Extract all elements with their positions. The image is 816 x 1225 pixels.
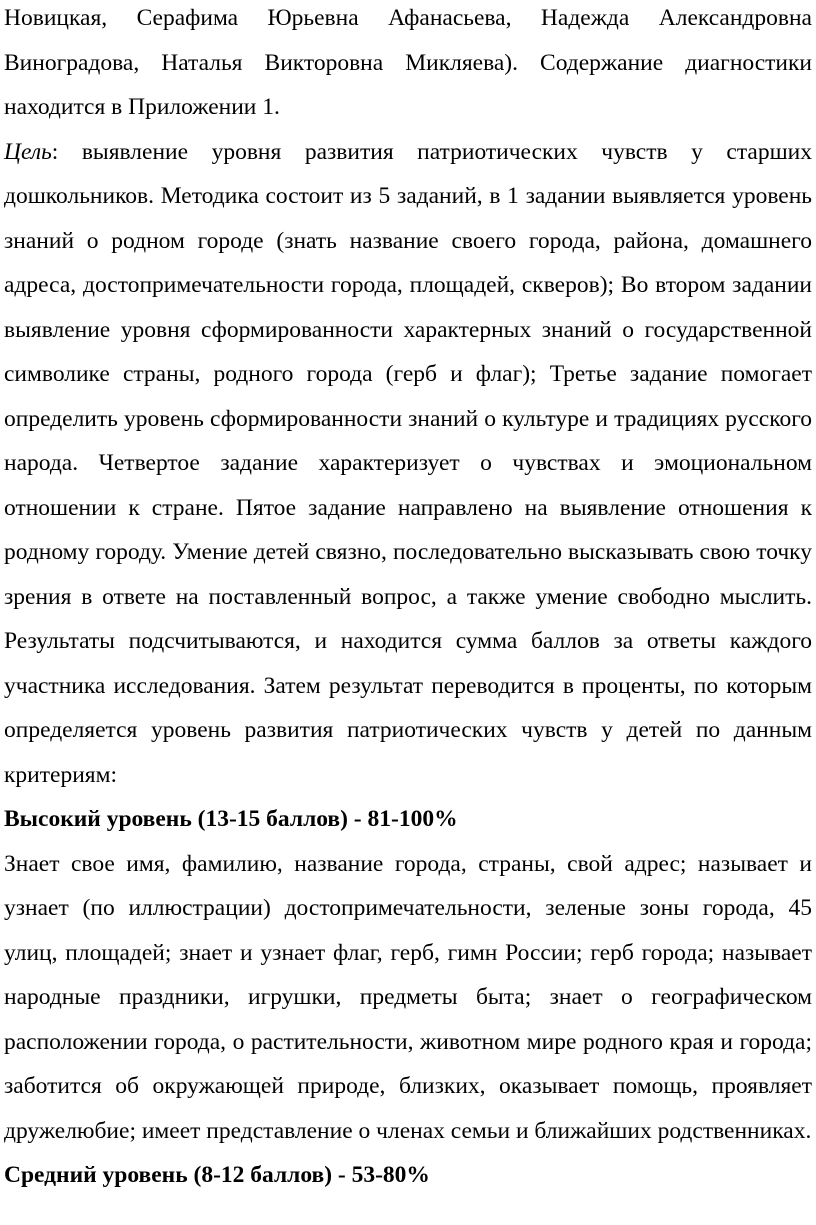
high-level-description: Знает свое имя, фамилию, название города, страны, свой адрес; называет и узнает (по иллюстрации) достопримечательности, зеленые зоны города, 45 улиц, площадей; знает и узнает флаг, герб, гимн России; герб города; называет народные праздники, игрушки, предметы быта; знает о географическом расположении города, о растительности, животном мире родного края и города; заботится об окружающей природе, близких, оказывает помощь, проявляет дружелюбие; имеет представление о членах семьи и ближайших родственниках. bbox=[4, 850, 812, 1144]
intro-paragraph: Новицкая, Серафима Юрьевна Афанасьева, Надежда Александровна Виноградова, Наталья Викторовна Микляева). Содержание диагностики находится в Приложении 1. bbox=[4, 5, 812, 120]
goal-text: : выявление уровня развития патриотических чувств у старших дошкольников. Методика состоит из 5 заданий, в 1 задании выявляется уровень знаний о родном городе (знать название своего города, района, домашнего адреса, достопримечательности города, площадей, скверов); Во втором задании выявление уровня сформированности характерных знаний о государственной символике страны, родного города (герб и флаг); Третье задание помогает определить уровень сформированности знаний о культуре и традициях русского народа. Четвертое задание характеризует о чувствах и эмоциональном отношении к стране. Пятое задание направлено на выявление отношения к родному городу. Умение детей связно, последовательно высказывать свою точку зрения в ответе на поставленный вопрос, а также умение свободно мыслить. Результаты подсчитываются, и находится сумма баллов за ответы каждого участника исследования. Затем результат переводится в проценты, по которым определяется уровень развития патриотических чувств у детей по данным критериям: bbox=[4, 138, 812, 788]
high-level-heading: Высокий уровень (13-15 баллов) - 81-100% bbox=[4, 806, 458, 832]
goal-paragraph bbox=[4, 130, 812, 798]
goal-label: Цель bbox=[4, 138, 52, 165]
medium-level-heading: Средний уровень (8-12 баллов) - 53-80% bbox=[4, 1162, 430, 1188]
